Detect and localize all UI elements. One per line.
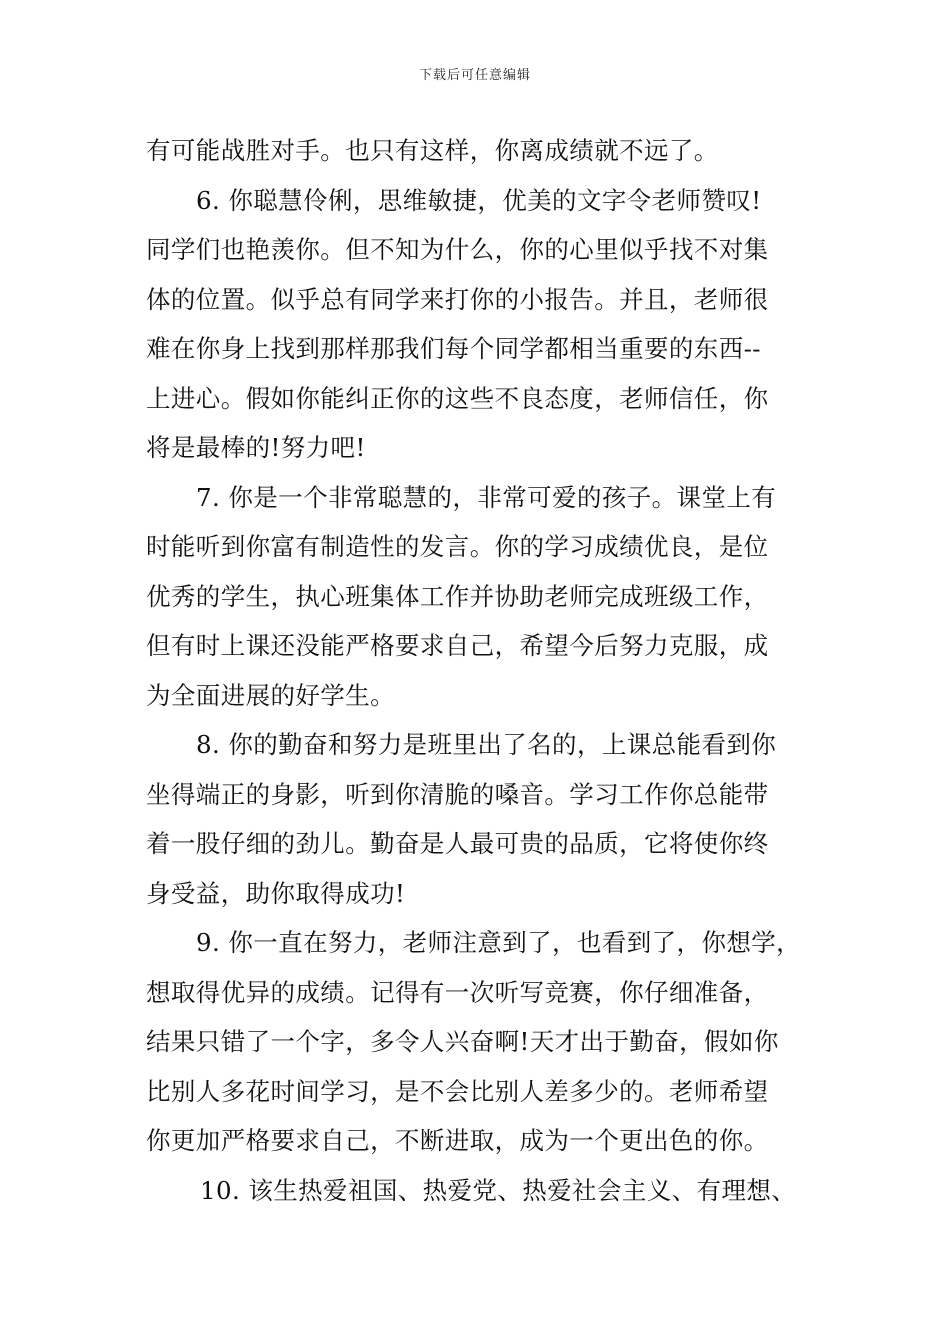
text-line: 结果只错了一个字，多令人兴奋啊!天才出于勤奋，假如你	[146, 1027, 779, 1056]
paragraph-8-start: 8. 你的勤奋和努力是班里出了名的，上课总能看到你	[196, 730, 777, 759]
text-line: 将是最棒的!努力吧!	[146, 433, 366, 462]
text-line: 身受益，助你取得成功!	[146, 878, 406, 908]
page-header: 下载后可任意编辑	[418, 68, 531, 83]
text-line: 坐得端正的身影，听到你清脆的嗓音。学习工作你总能带	[146, 779, 769, 809]
paragraph-9-start: 9. 你一直在努力，老师注意到了，也看到了，你想学，	[196, 928, 802, 957]
text-line: 想取得优异的成绩。记得有一次听写竞赛，你仔细准备，	[146, 977, 769, 1007]
text-line: 有可能战胜对手。也只有这样，你离成绩就不远了。	[146, 136, 719, 165]
text-line: 你更加严格要求自己，不断进取，成为一个更出色的你。	[146, 1126, 769, 1155]
text-line: 同学们也艳羡你。但不知为什么，你的心里似乎找不对集	[146, 235, 769, 264]
text-line: 优秀的学生，执心班集体工作并协助老师完成班级工作，	[146, 581, 769, 611]
text-line: 为全面进展的好学生。	[146, 680, 395, 710]
text-line: 难在你身上找到那样那我们每个同学都相当重要的东西--	[146, 334, 761, 363]
paragraph-7-start: 7. 你是一个非常聪慧的，非常可爱的孩子。课堂上有	[196, 482, 777, 512]
document-body	[146, 126, 836, 1215]
text-line: 比别人多花时间学习，是不会比别人差多少的。老师希望	[146, 1076, 769, 1106]
text-line: 时能听到你富有制造性的发言。你的学习成绩优良，是位	[146, 532, 769, 561]
text-line: 上进心。假如你能纠正你的这些不良态度，老师信任，你	[146, 383, 769, 413]
text-line: 着一股仔细的劲儿。勤奋是人最可贵的品质，它将使你终	[146, 829, 769, 858]
text-line: 但有时上课还没能严格要求自己，希望今后努力克服，成	[146, 631, 769, 660]
text-line: 体的位置。似乎总有同学来打你的小报告。并且，老师很	[146, 284, 769, 314]
paragraph-6-start: 6. 你聪慧伶俐，思维敏捷，优美的文字令老师赞叹!	[196, 185, 762, 215]
paragraph-10-start: 10. 该生热爱祖国、热爱党、热爱社会主义、有理想、	[200, 1175, 797, 1205]
